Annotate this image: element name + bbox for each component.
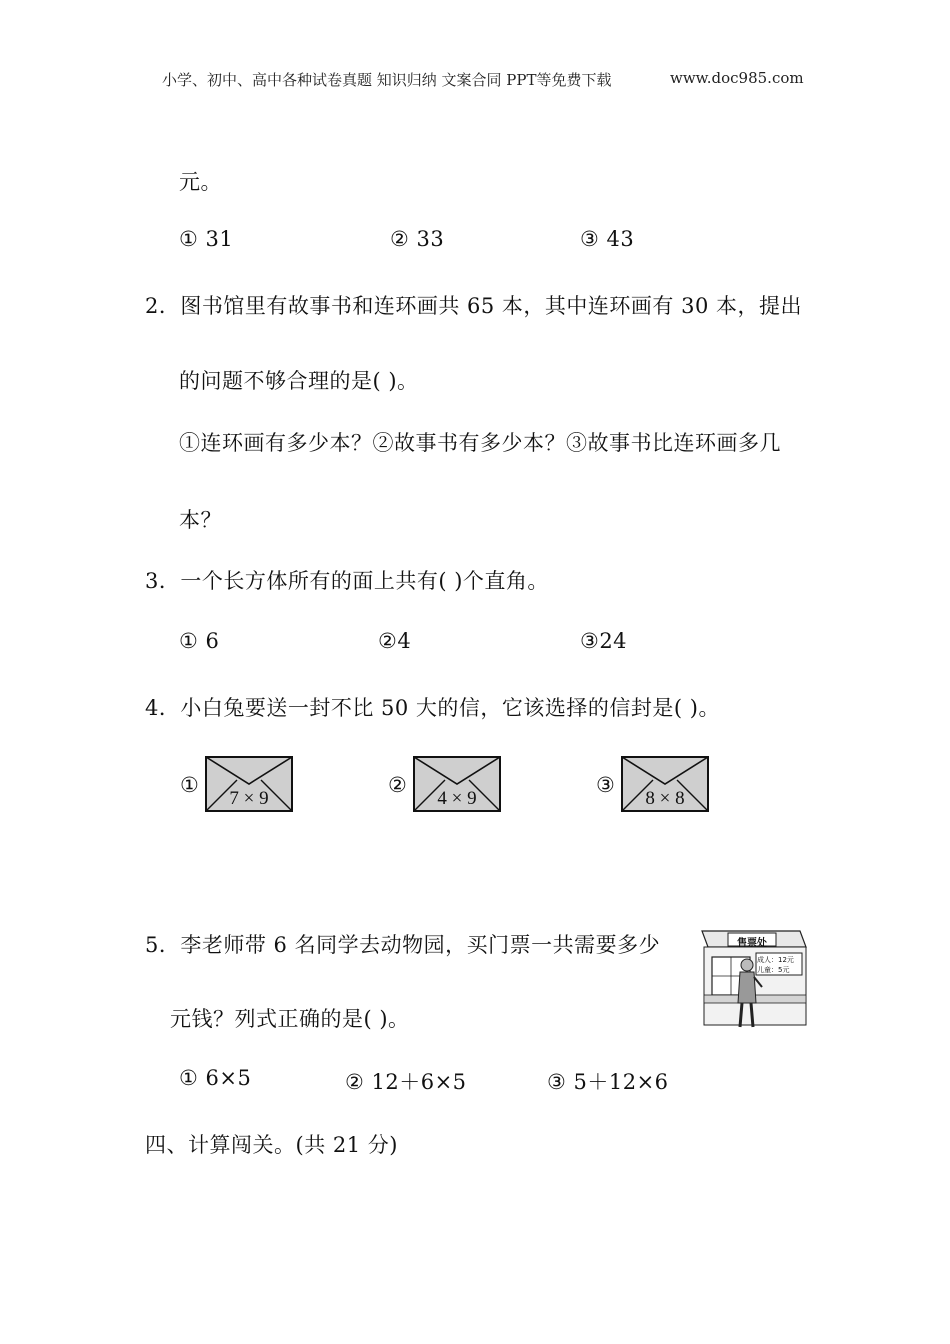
envelope-3-label: 8 × 8 xyxy=(645,788,685,809)
envelope-1-icon xyxy=(205,756,293,812)
q2-line-1: 2．图书馆里有故事书和连环画共 65 本，其中连环画有 30 本，提出 xyxy=(145,294,803,318)
booth-price-adult: 成人：12元 xyxy=(757,956,794,964)
ticket-booth-illustration xyxy=(700,925,808,1030)
q5-line-1: 5．李老师带 6 名同学去动物园，买门票一共需要多少 xyxy=(145,933,661,957)
envelope-1-marker: ① xyxy=(180,773,199,797)
envelope-2-label: 4 × 9 xyxy=(437,788,477,809)
q1-option-3: ③ 43 xyxy=(580,227,635,251)
q2-line-4: 本？ xyxy=(179,508,222,532)
header-text: 小学、初中、高中各种试卷真题 知识归纳 文案合同 PPT等免费下载 xyxy=(162,71,612,89)
q1-continuation: 元。 xyxy=(179,170,222,194)
q2-line-2: 的问题不够合理的是( )。 xyxy=(179,369,419,393)
header-url: www.doc985.com xyxy=(670,69,804,87)
q5-option-2: ② 12＋6×5 xyxy=(345,1070,467,1094)
q5-line-2: 元钱？列式正确的是( )。 xyxy=(170,1007,410,1031)
q5-option-3: ③ 5＋12×6 xyxy=(547,1070,669,1094)
envelope-3-marker: ③ xyxy=(596,773,615,797)
q5-option-1: ① 6×5 xyxy=(179,1066,252,1090)
q2-line-3: ①连环画有多少本？②故事书有多少本？③故事书比连环画多几 xyxy=(179,431,781,455)
q4-line-1: 4．小白兔要送一封不比 50 大的信，它该选择的信封是( )。 xyxy=(145,696,720,720)
envelope-2-icon xyxy=(413,756,501,812)
q3-option-3: ③24 xyxy=(580,629,628,653)
q3-option-1: ① 6 xyxy=(179,629,220,653)
envelope-2-marker: ② xyxy=(388,773,407,797)
q3-line-1: 3．一个长方体所有的面上共有( )个直角。 xyxy=(145,569,549,593)
q1-option-1: ① 31 xyxy=(179,227,234,251)
envelope-1-label: 7 × 9 xyxy=(229,788,269,809)
booth-sign: 售票处 xyxy=(737,938,767,949)
envelope-3-icon xyxy=(621,756,709,812)
booth-price-child: 儿童：5元 xyxy=(757,966,790,974)
q3-option-2: ②4 xyxy=(378,629,412,653)
q1-option-2: ② 33 xyxy=(390,227,445,251)
section-4-title: 四、计算闯关。(共 21 分) xyxy=(145,1133,398,1157)
